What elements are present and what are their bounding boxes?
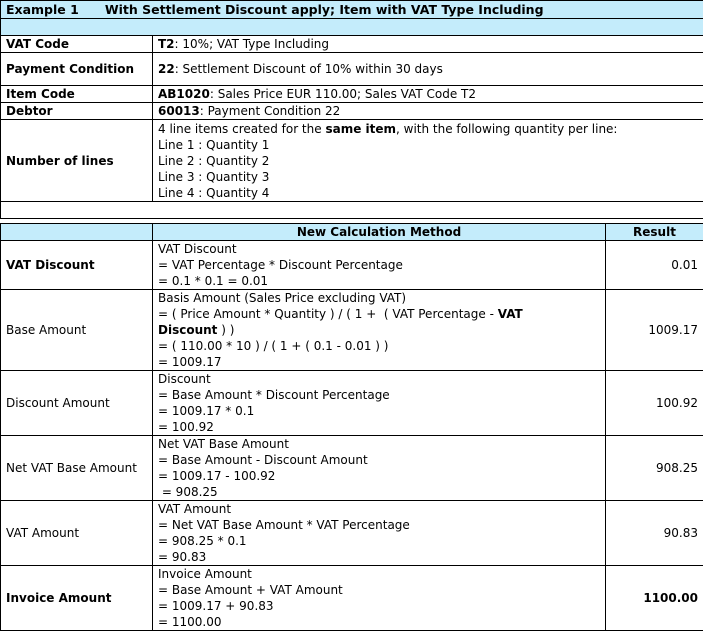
vat-code-value: T2: 10%; VAT Type Including [153, 36, 703, 53]
row-label: Base Amount [1, 290, 153, 371]
result-header: Result [606, 224, 703, 241]
debtor-value: 60013: Payment Condition 22 [153, 103, 703, 120]
calc-row-base-amount [1, 290, 703, 371]
row-result: 1100.00 [606, 566, 703, 631]
row-result: 90.83 [606, 501, 703, 566]
row-formula: Net VAT Base Amount = Base Amount - Discount Amount = 1009.17 - 100.92 = 908.25 [153, 436, 606, 501]
row-formula: Basis Amount (Sales Price excluding VAT) = ( Price Amount * Quantity ) / ( 1 + ( VAT Percentage - VAT Discount ) ) = ( 110.00 * 10 ) / ( 1 + ( 0.1 - 0.01 ) ) = 1009.17 [153, 290, 606, 371]
item-code-value: AB1020: Sales Price EUR 110.00; Sales VAT Code T2 [153, 86, 703, 103]
example-title: With Settlement Discount apply; Item with VAT Type Including [104, 1, 544, 17]
row-result: 0.01 [606, 241, 703, 290]
row-formula: VAT Discount = VAT Percentage * Discount Percentage = 0.1 * 0.1 = 0.01 [153, 241, 606, 290]
number-of-lines-label: Number of lines [1, 120, 153, 202]
debtor-row [1, 103, 703, 120]
row-label: VAT Discount [1, 241, 153, 290]
row-label: Discount Amount [1, 371, 153, 436]
example-number: Example 1 [6, 1, 79, 17]
settings-table [0, 0, 703, 219]
payment-condition-value: 22: Settlement Discount of 10% within 30 days [153, 53, 703, 86]
item-code-row [1, 86, 703, 103]
line-item: Line 3 : Quantity 3 [158, 169, 270, 184]
row-formula: VAT Amount = Net VAT Base Amount * VAT Percentage = 908.25 * 0.1 = 90.83 [153, 501, 606, 566]
example-header-row [1, 1, 703, 19]
calc-header-row [1, 224, 703, 241]
line-item: Line 1 : Quantity 1 [158, 137, 270, 152]
lines-intro: 4 line items created for the same item, with the following quantity per line: [158, 121, 618, 136]
number-of-lines-row [1, 120, 703, 202]
debtor-label: Debtor [1, 103, 153, 120]
spacer-row [1, 202, 703, 219]
row-result: 908.25 [606, 436, 703, 501]
calc-row-invoice-amount [1, 566, 703, 631]
calc-row-vat-amount [1, 501, 703, 566]
vat-code-label: VAT Code [1, 36, 153, 53]
payment-condition-label: Payment Condition [1, 53, 153, 86]
row-formula: Discount = Base Amount * Discount Percentage = 1009.17 * 0.1 = 100.92 [153, 371, 606, 436]
calculation-table [0, 223, 703, 631]
line-item: Line 4 : Quantity 4 [158, 185, 270, 200]
calc-row-net-vat-base [1, 436, 703, 501]
example-header [1, 1, 703, 19]
row-result: 1009.17 [606, 290, 703, 371]
row-formula: Invoice Amount = Base Amount + VAT Amount = 1009.17 + 90.83 = 1100.00 [153, 566, 606, 631]
method-header: New Calculation Method [153, 224, 606, 241]
row-result: 100.92 [606, 371, 703, 436]
payment-condition-row [1, 53, 703, 86]
calc-row-discount-amount [1, 371, 703, 436]
line-item: Line 2 : Quantity 2 [158, 153, 270, 168]
vat-code-row [1, 36, 703, 53]
number-of-lines-value [153, 120, 703, 202]
blank-row [1, 19, 703, 36]
row-label: Invoice Amount [1, 566, 153, 631]
item-code-label: Item Code [1, 86, 153, 103]
calc-row-vat-discount [1, 241, 703, 290]
row-label: VAT Amount [1, 501, 153, 566]
row-label: Net VAT Base Amount [1, 436, 153, 501]
